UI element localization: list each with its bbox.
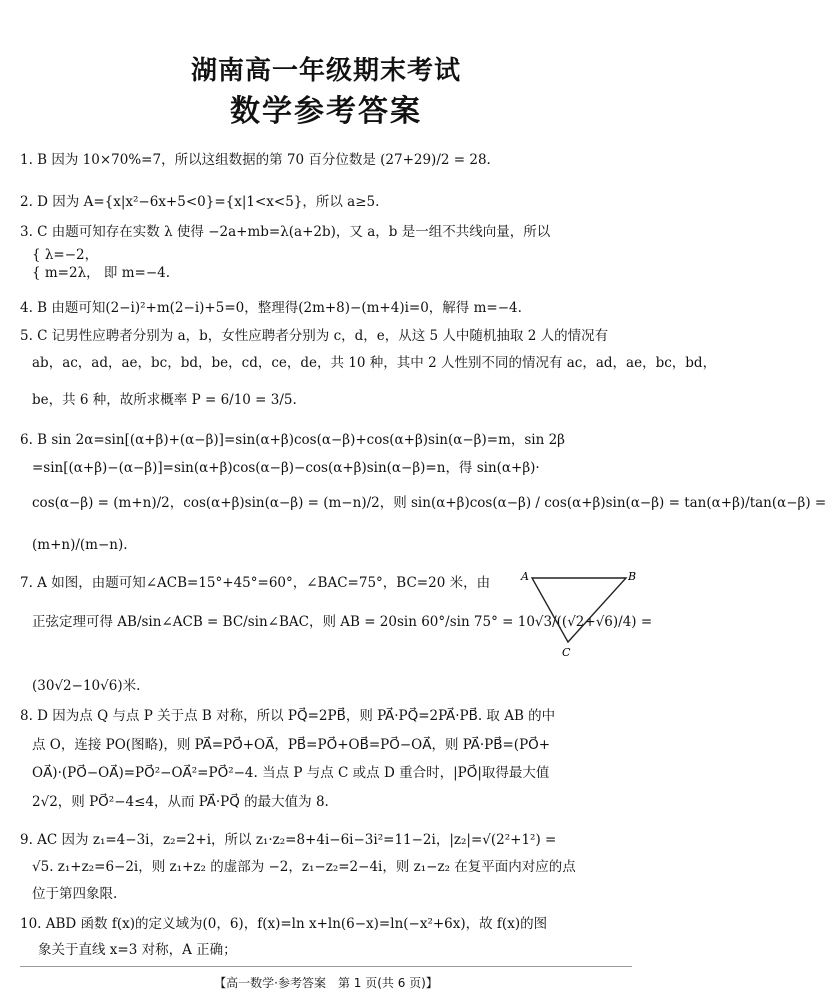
answer-line-8b: 点 O，连接 PO(图略)，则 PA⃗=PO⃗+OA⃗，PB⃗=PO⃗+OB⃗=PO⃗−OA⃗，则 PA⃗·PB⃗=(PO⃗+	[32, 737, 551, 753]
answer-line-9b: √5. z₁+z₂=6−2i，则 z₁+z₂ 的虚部为 −2，z₁−z₂=2−4i，则 z₁−z₂ 在复平面内对应的点	[32, 859, 576, 875]
answer-line-9: 9. AC 因为 z₁=4−3i，z₂=2+i，所以 z₁·z₂=8+4i−6i−3i²=11−2i，|z₂|=√(2²+1²) =	[20, 832, 557, 848]
answer-line-6d: (m+n)/(m−n).	[32, 537, 128, 553]
footer-divider	[20, 966, 632, 967]
vertex-label-b: B	[628, 570, 637, 583]
answer-line-6b: =sin[(α+β)−(α−β)]=sin(α+β)cos(α−β)−cos(α+β)sin(α−β)=n，得 sin(α+β)·	[32, 460, 540, 476]
answer-line-3-system-a: { λ=−2，	[32, 247, 99, 263]
vertex-label-a: A	[521, 570, 529, 583]
answer-line-1: 1. B 因为 10×70%=7，所以这组数据的第 70 百分位数是 (27+29)/2 = 28.	[20, 152, 491, 168]
triangle-diagram	[518, 568, 642, 658]
page-footer: 【高一数学·参考答案 第 1 页(共 6 页)】	[214, 976, 438, 990]
page-title: 湖南高一年级期末考试	[190, 56, 461, 86]
answer-line-7b: 正弦定理可得 AB/sin∠ACB = BC/sin∠BAC，则 AB = 20sin 60°/sin 75° = 10√3/((√2+√6)/4) =	[32, 614, 653, 630]
answer-line-9c: 位于第四象限.	[32, 886, 118, 902]
answer-line-8: 8. D 因为点 Q 与点 P 关于点 B 对称，所以 PQ⃗=2PB⃗，则 PA⃗·PQ⃗=2PA⃗·PB⃗. 取 AB 的中	[20, 708, 556, 724]
answer-line-10b: 象关于直线 x=3 对称，A 正确；	[38, 942, 237, 958]
answer-line-7c: (30√2−10√6)米.	[32, 678, 141, 694]
answer-line-3: 3. C 由题可知存在实数 λ 使得 −2a+mb=λ(a+2b)，又 a，b 是一组不共线向量，所以	[20, 224, 551, 240]
answer-line-4: 4. B 由题可知(2−i)²+m(2−i)+5=0，整理得(2m+8)−(m+4)i=0，解得 m=−4.	[20, 300, 522, 316]
answer-line-7: 7. A 如图，由题可知∠ACB=15°+45°=60°，∠BAC=75°，BC=20 米，由	[20, 575, 491, 591]
triangle-shape	[532, 578, 626, 642]
answer-line-5: 5. C 记男性应聘者分别为 a，b，女性应聘者分别为 c，d，e，从这 5 人中随机抽取 2 人的情况有	[20, 328, 609, 344]
answer-line-2: 2. D 因为 A={x|x²−6x+5<0}={x|1<x<5}，所以 a≥5.	[20, 194, 380, 210]
answer-line-3-system-b: { m=2λ， 即 m=−4.	[32, 265, 171, 281]
vertex-label-c: C	[562, 646, 571, 659]
answer-line-6c: cos(α−β) = (m+n)/2，cos(α+β)sin(α−β) = (m−n)/2，则 sin(α+β)cos(α−β) / cos(α+β)sin(α−β) = tan(α+β)/tan(α−β) =	[32, 495, 826, 511]
answer-line-10: 10. ABD 函数 f(x)的定义域为(0，6)，f(x)=ln x+ln(6−x)=ln(−x²+6x)，故 f(x)的图	[20, 916, 548, 932]
answer-line-5c: be，共 6 种，故所求概率 P = 6/10 = 3/5.	[32, 392, 297, 408]
answer-line-5b: ab，ac，ad，ae，bc，bd，be，cd，ce，de，共 10 种，其中 2 人性别不同的情况有 ac，ad，ae，bc，bd，	[32, 355, 717, 371]
answer-line-8d: 2√2，则 PO⃗²−4≤4，从而 PA⃗·PQ⃗ 的最大值为 8.	[32, 794, 329, 810]
triangle-figure	[518, 568, 642, 658]
page-subtitle: 数学参考答案	[230, 94, 422, 129]
answer-line-6: 6. B sin 2α=sin[(α+β)+(α−β)]=sin(α+β)cos(α−β)+cos(α+β)sin(α−β)=m，sin 2β	[20, 432, 565, 448]
answer-line-8c: OA⃗)·(PO⃗−OA⃗)=PO⃗²−OA⃗²=PO⃗²−4. 当点 P 与点 C 或点 D 重合时，|PO⃗|取得最大值	[32, 765, 550, 781]
